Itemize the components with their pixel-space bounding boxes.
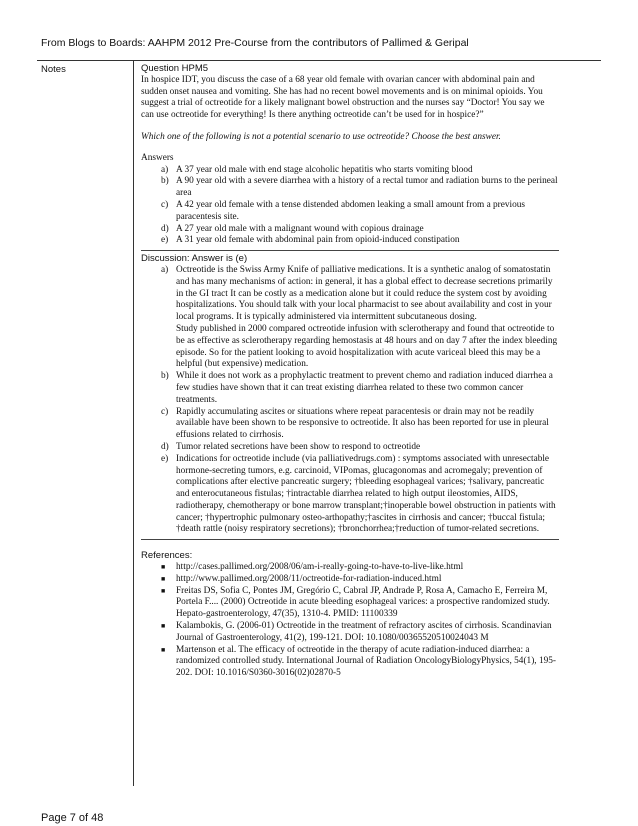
reference-item: ■ Kalambokis, G. (2006-01) Octreotide in the treatment of refractory ascites of cirrhosis. Scandinavian Journal of Gastroenterology, 41(2), 199-121. DOI: 10.1080/00365520510024043 M: [161, 621, 552, 643]
answer-item: e) A 31 year old female with abdominal pain from opioid-induced constipation: [161, 235, 460, 246]
page-number: Page 7 of 48: [41, 812, 104, 824]
answer-item: b) A 90 year old with a severe diarrhea with a history of a rectal tumor and radiation burns to the perineal area: [161, 176, 558, 199]
references-title: References:: [141, 550, 193, 562]
question-text: In hospice IDT, you discuss the case of a 68 year old female with ovarian cancer with abdominal pain and sudden onset nausea and vomiting. She has had no recent bowel movements and is on minimal opioids. You suggest a trial of octreotide for a likely malignant bowel obstruction and the nurses say “Doctor! You say we can use octreotide for everything! Is there anything octreotide can’t be used for in hospice?”: [141, 74, 545, 121]
notes-column-label: Notes: [41, 64, 66, 75]
answers-title: Answers: [141, 152, 174, 163]
discussion-list: [141, 265, 559, 536]
answer-item: d) A 27 year old male with a malignant wound with copious drainage: [161, 223, 424, 234]
bullet-icon: ■: [161, 574, 166, 583]
question-section: [141, 63, 559, 251]
answer-item: c) A 42 year old female with a tense distended abdomen leaking a small amount from a previous paracentesis site.: [161, 199, 526, 222]
reference-item: ■ Freitas DS, Sofia C, Pontes JM, Gregório C, Cabral JP, Andrade P, Rosa A, Camacho E, Ferreira M, Portela F.... (2000) Octreotide in acute bleeding esophageal varices: a prospective randomized study. Hepato-gastroenterology, 47(35), 1310-4. PMID: 11100339: [161, 585, 550, 620]
discussion-item: d) Tumor related secretions have been show to respond to octreotide: [161, 441, 421, 452]
answers-list: [141, 165, 559, 248]
reference-item: ■ Martenson et al. The efficacy of octreotide in the therapy of acute radiation-induced diarrhea: a randomized controlled study. International Journal of Radiation OncologyBiologyPhysics, 54(1), 195-202. DOI: 10.1016/S0360-3016(02)02870-5: [161, 644, 556, 679]
references-section: [141, 550, 559, 683]
discussion-item: a) Octreotide is the Swiss Army Knife of palliative medications. It is a synthetic analog of somatostatin and has many mechanisms of action: in general, it has a global effect to decrease secretions primarily in the GI tract It can be costly as a medication alone but it could reduce the system cost by avoiding hospitalizations. You should talk with your local pharmacist to see about availability and cost in your local programs. It is typically administered via intermittent subcutaneous dosing. Study published in 2000 compared octreotide infusion with sclerotherapy and found that octreotide to be as effective as sclerotherapy regarding hemostasis at 48 hours and on day 7 after the index bleeding episode. So for the patient looking to avoid hospitalization with acute variceal bleed this may be a helpful (but expensive) medication.: [161, 264, 558, 370]
reference-item: ■ http://www.pallimed.org/2008/11/octreotide-for-radiation-induced.html: [161, 573, 442, 584]
question-prompt: Which one of the following is not a potential scenario to use octreotide? Choose the best answer.: [141, 131, 501, 142]
discussion-title: Discussion: Answer is (e): [141, 253, 248, 265]
question-title: Question HPM5: [141, 63, 209, 74]
reference-item: ■ http://cases.pallimed.org/2008/06/am-i-really-going-to-have-to-live-like.html: [161, 562, 464, 573]
page-header: From Blogs to Boards: AAHPM 2012 Pre-Course from the contributors of Pallimed & Geripal: [41, 37, 469, 49]
references-list: [141, 562, 559, 680]
discussion-item: b) While it does not work as a prophylactic treatment to prevent chemo and radiation induced diarrhea a few studies have shown that it can treat existing diarrhea related to these two common cancer treatments.: [161, 371, 553, 405]
bullet-icon: ■: [161, 586, 166, 595]
notes-column-divider: [133, 60, 134, 786]
main-content: [141, 63, 559, 685]
discussion-item: c) Rapidly accumulating ascites or situations where repeat paracentesis or drain may not be readily available have been shown to be responsive to octreotide. It also has been reported for use in pleural effusions related to cirrhosis.: [161, 406, 549, 441]
table-top-border: [37, 60, 601, 61]
answer-item: a) A 37 year old male with end stage alcoholic hepatitis who starts vomiting blood: [161, 164, 473, 175]
bullet-icon: ■: [161, 563, 166, 572]
discussion-section: [141, 253, 559, 540]
bullet-icon: ■: [161, 645, 166, 654]
bullet-icon: ■: [161, 622, 166, 631]
discussion-item: e) Indications for octreotide include (via palliativedrugs.com) : symptoms associated with unresectable hormone-secreting tumors, e.g. carcinoid, VIPomas, glucagonomas and acromegaly; prevention of complications after elective pancreatic surgery; †bleeding esophageal varices; †salivary, pancreatic and enterocutaneous fistulas; †intractable diarrhea related to high output ileostomies, AIDS, radiotherapy, chemotherapy or bone marrow transplant;†inoperable bowel obstruction in patients with cancer; †hypertrophic pulmonary osteo-arthopathy;†ascites in cirrhosis and cancer; †buccal fistula; †death rattle (noisy respiratory secretions); †bronchorrhea;†reduction of tumor-related secretions.: [161, 453, 556, 535]
